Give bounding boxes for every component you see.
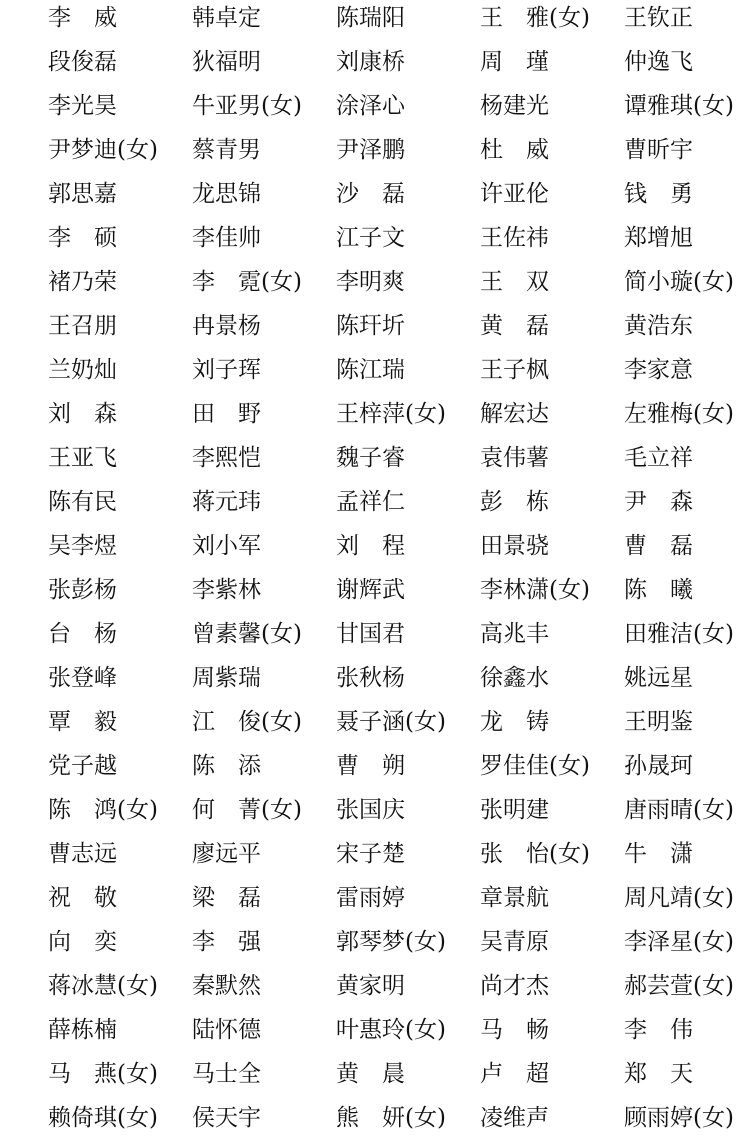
name-row — [0, 1096, 751, 1140]
name-entry: 简小璇(女) — [624, 269, 734, 295]
name-entry: 王钦正 — [624, 5, 693, 31]
name-entry: 李家意 — [624, 357, 693, 383]
name-entry: 吴青原 — [480, 929, 549, 955]
name-entry: 江 俊(女) — [192, 709, 302, 735]
name-entry: 毛立祥 — [624, 445, 693, 471]
name-row — [0, 40, 751, 84]
name-entry: 李熙恺 — [192, 445, 261, 471]
name-entry: 刘 森 — [48, 401, 117, 427]
name-entry: 蒋冰慧(女) — [48, 973, 158, 999]
name-entry: 狄福明 — [192, 49, 261, 75]
name-entry: 冉景杨 — [192, 313, 261, 339]
name-entry: 曹 朔 — [336, 753, 405, 779]
name-entry: 兰奶灿 — [48, 357, 117, 383]
name-entry: 韩卓定 — [192, 5, 261, 31]
name-entry: 李明爽 — [336, 269, 405, 295]
name-entry: 卢 超 — [480, 1061, 549, 1087]
name-entry: 熊 妍(女) — [336, 1105, 446, 1131]
name-entry: 侯天宇 — [192, 1105, 261, 1131]
name-entry: 周凡靖(女) — [624, 885, 734, 911]
name-entry: 陈 添 — [192, 753, 261, 779]
name-entry: 黄 晨 — [336, 1061, 405, 1087]
name-entry: 陈有民 — [48, 489, 117, 515]
name-entry: 李林潇(女) — [480, 577, 590, 603]
name-entry: 龙 铸 — [480, 709, 549, 735]
name-entry: 李泽星(女) — [624, 929, 734, 955]
name-entry: 宋子楚 — [336, 841, 405, 867]
name-entry: 秦默然 — [192, 973, 261, 999]
name-entry: 李 强 — [192, 929, 261, 955]
name-entry: 曾素馨(女) — [192, 621, 302, 647]
name-entry: 魏子睿 — [336, 445, 405, 471]
name-entry: 覃 毅 — [48, 709, 117, 735]
name-entry: 党子越 — [48, 753, 117, 779]
name-entry: 仲逸飞 — [624, 49, 693, 75]
name-entry: 梁 磊 — [192, 885, 261, 911]
name-entry: 蔡青男 — [192, 137, 261, 163]
name-entry: 黄家明 — [336, 973, 405, 999]
name-entry: 左雅梅(女) — [624, 401, 734, 427]
name-entry: 蒋元玮 — [192, 489, 261, 515]
name-entry: 尹泽鹏 — [336, 137, 405, 163]
name-entry: 姚远星 — [624, 665, 693, 691]
name-entry: 王子枫 — [480, 357, 549, 383]
name-entry: 刘子珲 — [192, 357, 261, 383]
name-entry: 唐雨晴(女) — [624, 797, 734, 823]
name-entry: 许亚伦 — [480, 181, 549, 207]
name-entry: 李 伟 — [624, 1017, 693, 1043]
name-entry: 刘 程 — [336, 533, 405, 559]
name-entry: 王 双 — [480, 269, 549, 295]
name-entry: 李紫林 — [192, 577, 261, 603]
name-entry: 叶惠玲(女) — [336, 1017, 446, 1043]
name-entry: 张彭杨 — [48, 577, 117, 603]
name-entry: 郭思嘉 — [48, 181, 117, 207]
name-row — [0, 920, 751, 964]
name-entry: 章景航 — [480, 885, 549, 911]
name-row — [0, 84, 751, 128]
name-entry: 李 威 — [48, 5, 117, 31]
name-entry: 江子文 — [336, 225, 405, 251]
name-entry: 吴李煜 — [48, 533, 117, 559]
name-row — [0, 832, 751, 876]
name-entry: 李光昊 — [48, 93, 117, 119]
name-entry: 陈瑞阳 — [336, 5, 405, 31]
name-entry: 张登峰 — [48, 665, 117, 691]
name-entry: 郭琴梦(女) — [336, 929, 446, 955]
name-entry: 高兆丰 — [480, 621, 549, 647]
name-row — [0, 612, 751, 656]
name-entry: 沙 磊 — [336, 181, 405, 207]
name-entry: 马士全 — [192, 1061, 261, 1087]
name-entry: 廖远平 — [192, 841, 261, 867]
name-entry: 台 杨 — [48, 621, 117, 647]
name-entry: 王明鉴 — [624, 709, 693, 735]
name-entry: 陈 曦 — [624, 577, 693, 603]
name-row — [0, 876, 751, 920]
name-entry: 张秋杨 — [336, 665, 405, 691]
name-row — [0, 568, 751, 612]
name-row — [0, 744, 751, 788]
name-entry: 袁伟薯 — [480, 445, 549, 471]
name-entry: 田雅洁(女) — [624, 621, 734, 647]
name-entry: 杜 威 — [480, 137, 549, 163]
name-entry: 曹 磊 — [624, 533, 693, 559]
name-row — [0, 964, 751, 1008]
name-entry: 王佐祎 — [480, 225, 549, 251]
name-entry: 孙晟珂 — [624, 753, 693, 779]
name-row — [0, 216, 751, 260]
name-entry: 张国庆 — [336, 797, 405, 823]
name-entry: 尚才杰 — [480, 973, 549, 999]
name-entry: 郝芸萱(女) — [624, 973, 734, 999]
name-entry: 尹梦迪(女) — [48, 137, 158, 163]
name-entry: 陈江瑞 — [336, 357, 405, 383]
name-row — [0, 260, 751, 304]
name-entry: 解宏达 — [480, 401, 549, 427]
name-entry: 黄浩东 — [624, 313, 693, 339]
name-entry: 周 瑾 — [480, 49, 549, 75]
name-entry: 甘国君 — [336, 621, 405, 647]
name-entry: 尹 森 — [624, 489, 693, 515]
name-entry: 陈玕圻 — [336, 313, 405, 339]
name-entry: 聂子涵(女) — [336, 709, 446, 735]
name-entry: 曹志远 — [48, 841, 117, 867]
name-entry: 李 霓(女) — [192, 269, 302, 295]
name-row — [0, 348, 751, 392]
name-entry: 王 雅(女) — [480, 5, 590, 31]
name-entry: 马 畅 — [480, 1017, 549, 1043]
name-row — [0, 128, 751, 172]
name-entry: 谭雅琪(女) — [624, 93, 734, 119]
name-entry: 雷雨婷 — [336, 885, 405, 911]
name-entry: 周紫瑞 — [192, 665, 261, 691]
name-entry: 何 菁(女) — [192, 797, 302, 823]
name-entry: 李佳帅 — [192, 225, 261, 251]
name-row — [0, 1052, 751, 1096]
name-entry: 涂泽心 — [336, 93, 405, 119]
name-entry: 向 奕 — [48, 929, 117, 955]
name-entry: 钱 勇 — [624, 181, 693, 207]
name-row — [0, 524, 751, 568]
name-row — [0, 172, 751, 216]
name-entry: 马 燕(女) — [48, 1061, 158, 1087]
name-entry: 凌维声 — [480, 1105, 549, 1131]
name-entry: 黄 磊 — [480, 313, 549, 339]
name-row — [0, 480, 751, 524]
name-entry: 杨建光 — [480, 93, 549, 119]
name-entry: 孟祥仁 — [336, 489, 405, 515]
name-row — [0, 436, 751, 480]
name-row — [0, 392, 751, 436]
name-entry: 张 怡(女) — [480, 841, 590, 867]
name-entry: 褚乃荣 — [48, 269, 117, 295]
name-entry: 谢辉武 — [336, 577, 405, 603]
name-entry: 顾雨婷(女) — [624, 1105, 734, 1131]
name-entry: 李 硕 — [48, 225, 117, 251]
name-entry: 王召朋 — [48, 313, 117, 339]
name-entry: 张明建 — [480, 797, 549, 823]
name-row — [0, 700, 751, 744]
name-entry: 陈 鸿(女) — [48, 797, 158, 823]
name-entry: 牛亚男(女) — [192, 93, 302, 119]
name-row — [0, 0, 751, 40]
name-entry: 段俊磊 — [48, 49, 117, 75]
name-entry: 刘康桥 — [336, 49, 405, 75]
name-entry: 龙思锦 — [192, 181, 261, 207]
name-entry: 徐鑫水 — [480, 665, 549, 691]
name-entry: 田 野 — [192, 401, 261, 427]
name-row — [0, 1008, 751, 1052]
name-row — [0, 656, 751, 700]
name-entry: 郑增旭 — [624, 225, 693, 251]
name-entry: 祝 敬 — [48, 885, 117, 911]
name-entry: 刘小军 — [192, 533, 261, 559]
name-entry: 彭 栋 — [480, 489, 549, 515]
name-entry: 曹昕宇 — [624, 137, 693, 163]
name-entry: 王亚飞 — [48, 445, 117, 471]
name-entry: 罗佳佳(女) — [480, 753, 590, 779]
name-entry: 王梓萍(女) — [336, 401, 446, 427]
name-entry: 陆怀德 — [192, 1017, 261, 1043]
name-entry: 牛 潇 — [624, 841, 693, 867]
name-entry: 田景骁 — [480, 533, 549, 559]
name-row — [0, 788, 751, 832]
name-entry: 郑 天 — [624, 1061, 693, 1087]
name-entry: 薛栋楠 — [48, 1017, 117, 1043]
name-entry: 赖倚琪(女) — [48, 1105, 158, 1131]
name-row — [0, 304, 751, 348]
